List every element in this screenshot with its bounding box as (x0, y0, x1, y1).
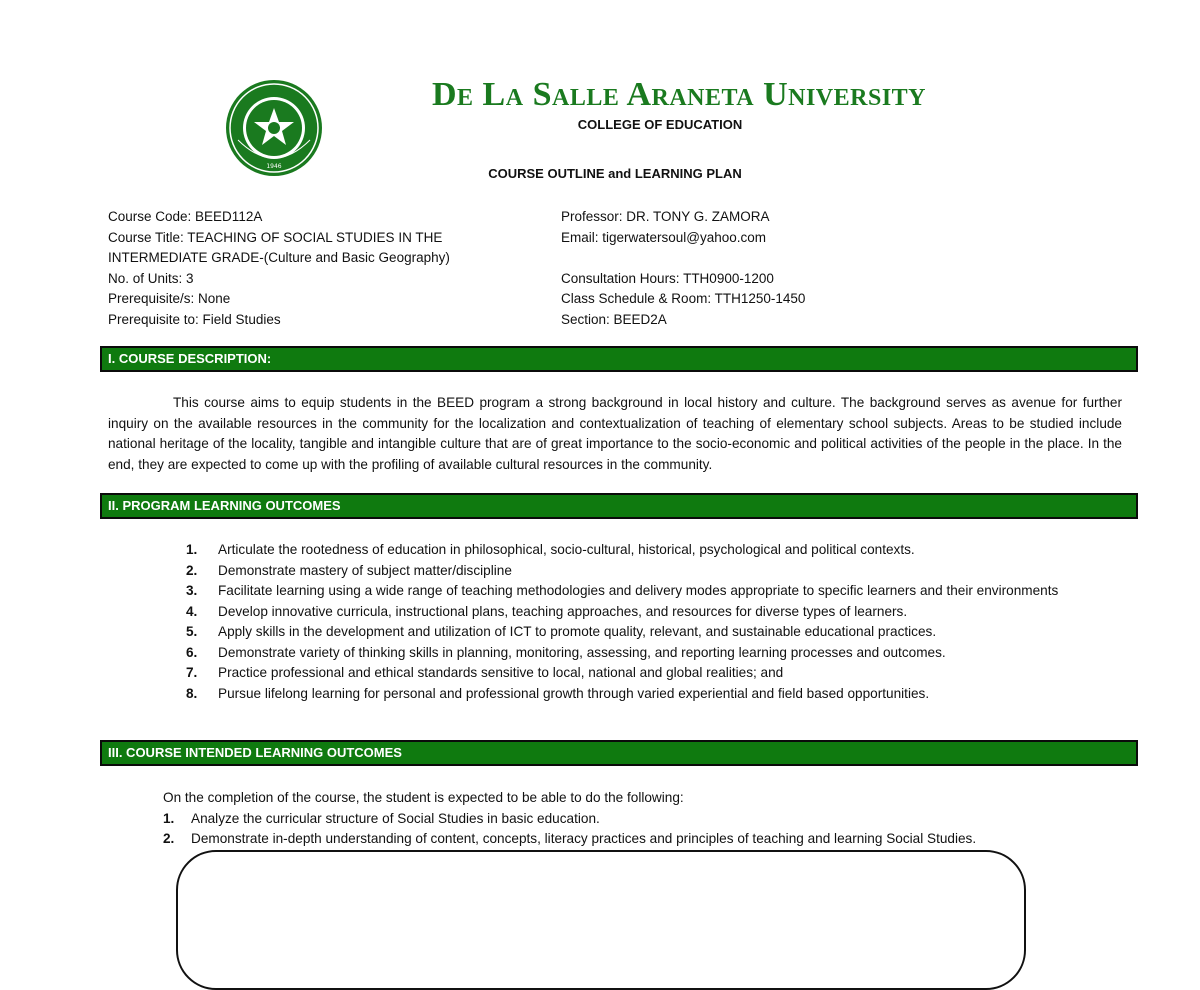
list-item-number: 2. (186, 562, 198, 578)
course-title-line1: Course Title: TEACHING OF SOCIAL STUDIES IN THE (108, 229, 443, 245)
course-info-right (561, 207, 961, 330)
document-title: COURSE OUTLINE and LEARNING PLAN (488, 166, 742, 181)
list-item-text: Articulate the rootedness of education in philosophical, socio-cultural, historical, psychological and political contexts. (218, 542, 915, 557)
professor-email: Email: tigerwatersoul@yahoo.com (561, 229, 767, 245)
list-item-text: Demonstrate variety of thinking skills in planning, monitoring, assessing, and reporting learning processes and outcomes. (218, 644, 946, 660)
list-item-text: Facilitate learning using a wide range of teaching methodologies and delivery modes appropriate to specific learners and their environments (218, 583, 1059, 598)
list-item (186, 684, 1122, 705)
course-units: No. of Units: 3 (108, 270, 194, 286)
section: Section: BEED2A (561, 311, 667, 327)
university-seal-logo (224, 78, 324, 178)
course-code: Course Code: BEED112A (108, 209, 263, 224)
list-item-text: Pursue lifelong learning for personal and professional growth through varied experiential and field based opportunities. (218, 685, 930, 701)
cilo-intro: On the completion of the course, the student is expected to be able to do the following: (163, 790, 684, 805)
list-item-number: 3. (186, 583, 198, 598)
list-item (163, 829, 1123, 850)
section-header-course-intended-learning-outcomes: III. COURSE INTENDED LEARNING OUTCOMES (100, 740, 1138, 766)
university-name: De La Salle Araneta University (432, 76, 927, 113)
list-item-number: 2. (163, 831, 175, 846)
list-item-number: 6. (186, 644, 198, 660)
course-info-left (108, 207, 508, 330)
section-header-program-learning-outcomes: II. PROGRAM LEARNING OUTCOMES (100, 493, 1138, 519)
list-item-number: 4. (186, 603, 198, 619)
list-item (186, 643, 1122, 664)
list-item-number: 8. (186, 685, 198, 701)
list-item-number: 1. (186, 542, 198, 557)
list-item (186, 581, 1122, 602)
section-header-course-description: I. COURSE DESCRIPTION: (100, 346, 1138, 372)
list-item-text: Analyze the curricular structure of Social Studies in basic education. (191, 810, 600, 826)
program-learning-outcomes-list (186, 540, 1122, 704)
list-item (186, 622, 1122, 643)
course-title-line2: INTERMEDIATE GRADE-(Culture and Basic Geography) (108, 250, 450, 265)
list-item-text: Apply skills in the development and utilization of ICT to promote quality, relevant, and sustainable educational practices. (218, 624, 937, 639)
list-item (186, 561, 1122, 582)
list-item (163, 809, 1123, 830)
info-spacer (561, 248, 961, 269)
course-prerequisite-to: Prerequisite to: Field Studies (108, 311, 281, 327)
list-item-text: Demonstrate mastery of subject matter/discipline (218, 562, 512, 578)
list-item (186, 602, 1122, 623)
class-schedule-room: Class Schedule & Room: TTH1250-1450 (561, 291, 806, 306)
seal-year: 1946 (266, 163, 282, 170)
consultation-hours: Consultation Hours: TTH0900-1200 (561, 270, 774, 286)
rounded-content-frame (176, 850, 1026, 990)
list-item-number: 1. (163, 810, 175, 826)
list-item (186, 663, 1122, 684)
course-prerequisites: Prerequisite/s: None (108, 291, 231, 306)
list-item (186, 540, 1122, 561)
list-item-text: Develop innovative curricula, instructional plans, teaching approaches, and resources for diverse types of learners. (218, 603, 908, 619)
professor-name: Professor: DR. TONY G. ZAMORA (561, 209, 770, 224)
list-item-text: Demonstrate in-depth understanding of content, concepts, literacy practices and principles of teaching and learning Social Studies. (191, 831, 977, 846)
cilo-block (163, 788, 1123, 850)
list-item-text: Practice professional and ethical standards sensitive to local, national and global realities; and (218, 665, 784, 680)
course-description-text: This course aims to equip students in the BEED program a strong background in local history and culture. The background serves as avenue for further inquiry on the available resources in the community for the localization and contextualization of teaching of elementary school subjects. Areas to be studied include national heritage of the locality, tangible and intangible culture that are of great importance to the socio-economic and political activities of the people in the place. In the end, they are expected to come up with the profiling of available cultural resources in the community. (108, 395, 1122, 472)
list-item-number: 7. (186, 665, 198, 680)
list-item-number: 5. (186, 624, 198, 639)
college-name: COLLEGE OF EDUCATION (577, 117, 743, 132)
